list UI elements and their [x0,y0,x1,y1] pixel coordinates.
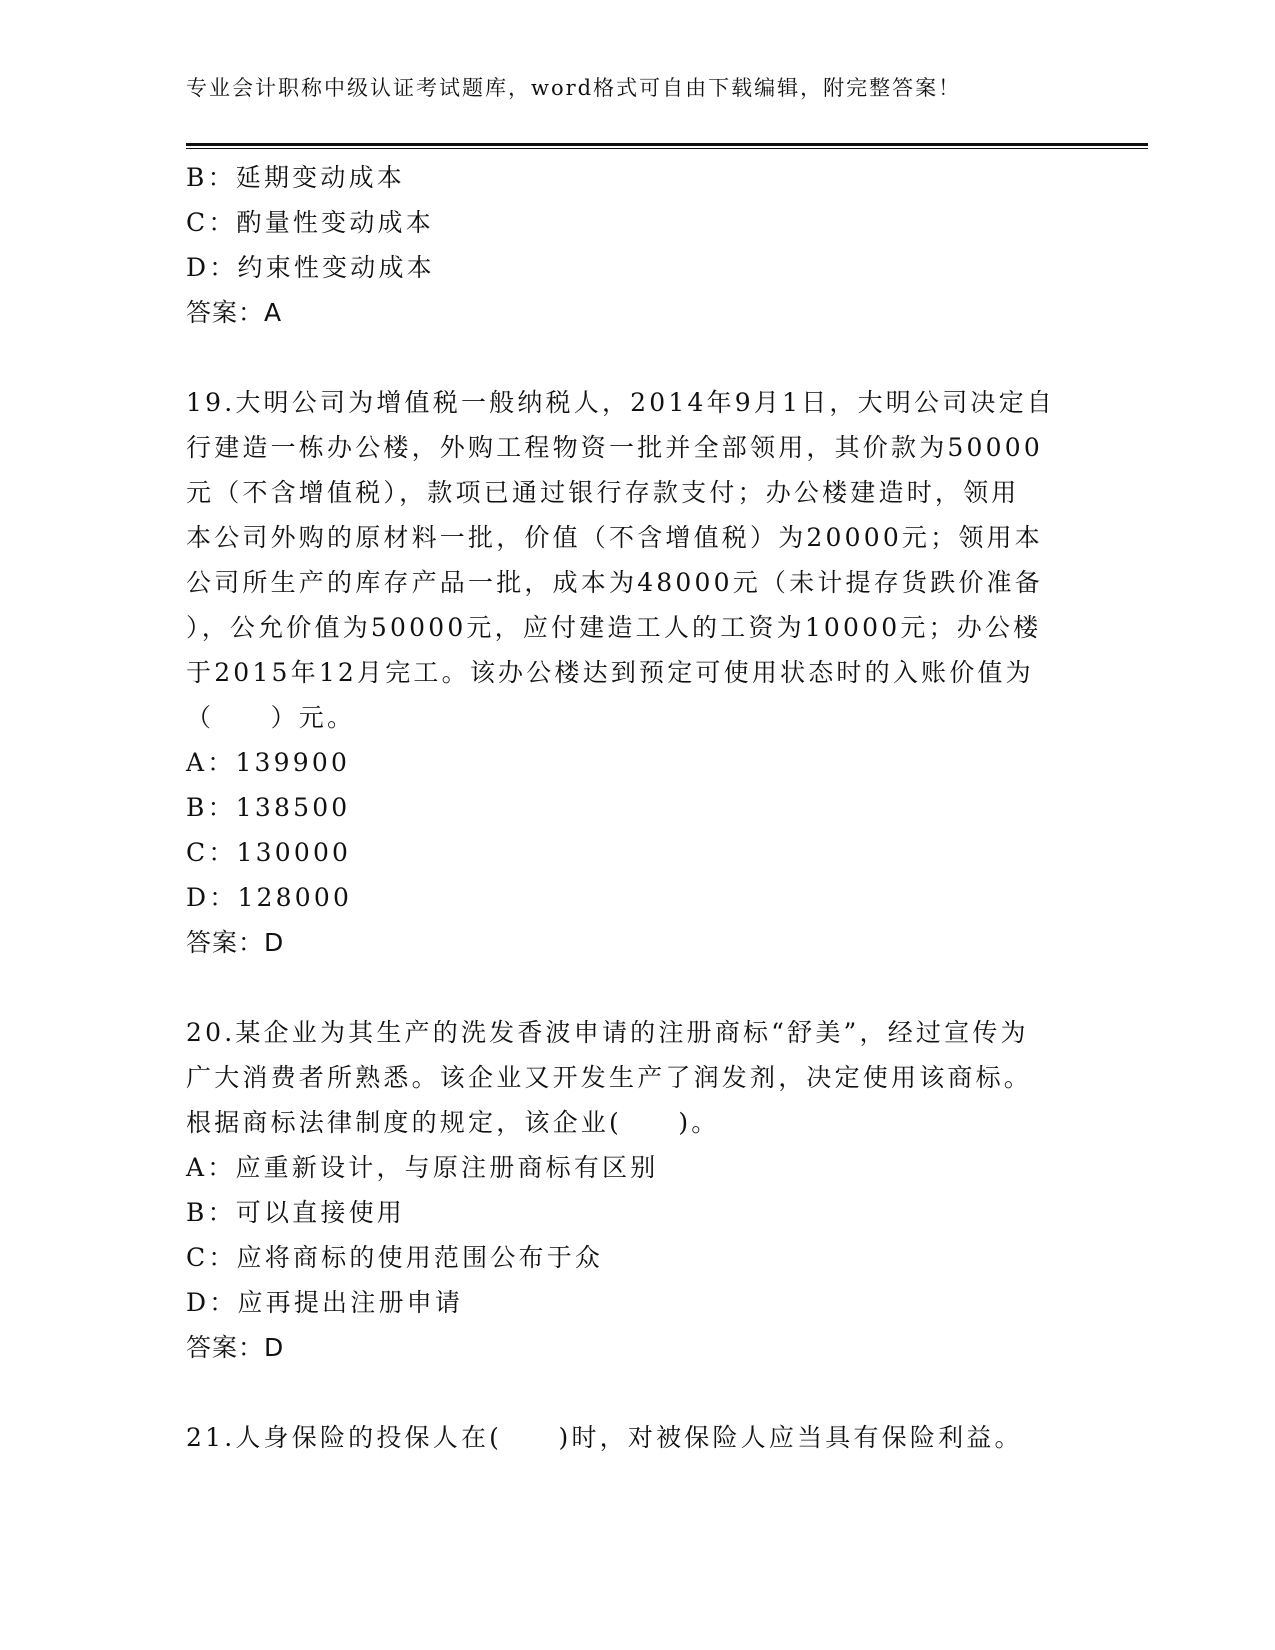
question-text-line: 于2015年12月完工。该办公楼达到预定可使用状态时的入账价值为 [186,658,1034,687]
option-b: B：可以直接使用 [186,1198,405,1227]
option-a: A：应重新设计，与原注册商标有区别 [186,1153,659,1182]
question-text-line: （ ）元。 [186,703,356,732]
question-text-line: 行建造一栋办公楼，外购工程物资一批并全部领用，其价款为50000 [186,433,1043,462]
option-c: C：酌量性变动成本 [186,208,434,237]
option-b: B：延期变动成本 [186,163,405,192]
document-body [186,155,1086,1460]
question-19 [186,380,1086,965]
page-header: 专业会计职称中级认证考试题库，word格式可自由下载编辑，附完整答案！ [186,76,962,100]
option-d: D：128000 [186,883,353,912]
answer: 答案：D [186,928,285,957]
question-20 [186,1010,1086,1370]
option-c: C：应将商标的使用范围公布于众 [186,1243,604,1272]
prev-question [186,155,1086,335]
option-d: D：约束性变动成本 [186,253,435,282]
question-text-line: 19.大明公司为增值税一般纳税人，2014年9月1日，大明公司决定自 [186,388,1055,417]
question-21 [186,1415,1086,1460]
header-rule-thick [186,143,1148,146]
option-a: A：139900 [186,748,351,777]
question-text-line: 元（不含增值税），款项已通过银行存款支付；办公楼建造时，领用 [186,478,1020,507]
option-b: B：138500 [186,793,351,822]
question-text-line: 本公司外购的原材料一批，价值（不含增值税）为20000元；领用本 [186,523,1043,552]
question-text-line: 广大消费者所熟悉。该企业又开发生产了润发剂，决定使用该商标。 [186,1063,1033,1092]
option-d: D：应再提出注册申请 [186,1288,464,1317]
question-text-line: 21.人身保险的投保人在( )时，对被保险人应当具有保险利益。 [186,1423,1023,1452]
answer: 答案：D [186,1333,285,1362]
question-text-line: 根据商标法律制度的规定，该企业( )。 [186,1108,720,1137]
question-text-line: ），公允价值为50000元，应付建造工人的工资为10000元；办公楼 [186,613,1042,642]
question-text-line: 公司所生产的库存产品一批，成本为48000元（未计提存货跌价准备 [186,568,1043,597]
option-c: C：130000 [186,838,352,867]
question-text-line: 20.某企业为其生产的洗发香波申请的注册商标“舒美”，经过宣传为 [186,1018,1029,1047]
answer: 答案：A [186,298,283,327]
header-rule-thin [186,148,1148,149]
